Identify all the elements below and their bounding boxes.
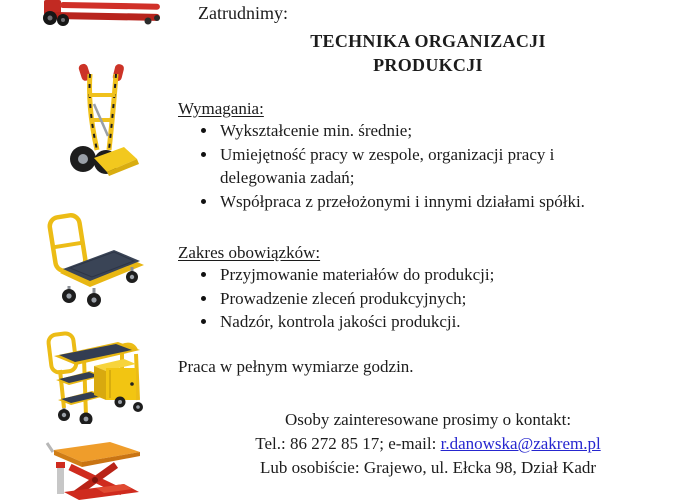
- duty-item: • Prowadzenie zleceń produkcyjnych;: [218, 287, 640, 311]
- hand-truck-image: [66, 62, 140, 180]
- contact-tel-line: [178, 432, 678, 456]
- contact-email-link[interactable]: r.danowska@zakrem.pl: [440, 434, 601, 453]
- requirement-item: • Umiejętność pracy w zespole, organizacji pracy i delegowania zadań;: [218, 143, 640, 190]
- duties-heading: Zakres obowiązków:: [178, 243, 321, 262]
- scissor-lift-image: [36, 440, 146, 500]
- intro-line: Zatrudnimy:: [198, 3, 288, 23]
- platform-cart-image: [40, 208, 150, 308]
- full-time-line: Praca w pełnym wymiarze godzin.: [178, 357, 414, 376]
- contact-address-line: Lub osobiście: Grajewo, ul. Ełcka 98, Dział Kadr: [259, 458, 597, 477]
- requirements-list: [178, 119, 640, 213]
- duties-list: [178, 263, 640, 334]
- requirement-item: • Współpraca z przełożonymi i innymi działami spółki.: [218, 190, 640, 214]
- duty-item: • Przyjmowanie materiałów do produkcji;: [218, 263, 640, 287]
- requirements-heading: Wymagania:: [178, 99, 264, 118]
- contact-intro: Osoby zainteresowane prosimy o kontakt:: [284, 410, 572, 429]
- contact-block: [178, 408, 678, 480]
- contact-tel-text: Tel.: 86 272 85 17; e-mail:: [255, 434, 441, 453]
- duty-item: • Nadzór, kontrola jakości produkcji.: [218, 310, 640, 334]
- job-title-line2: PRODUKCJI: [373, 55, 483, 75]
- job-title: [178, 29, 678, 77]
- document-body: [178, 0, 678, 500]
- job-title-line1: TECHNIKA ORGANIZACJI: [310, 31, 546, 51]
- requirement-item: • Wykształcenie min. średnie;: [218, 119, 640, 143]
- pallet-jack-image: [36, 0, 166, 26]
- shelf-cart-image: [42, 328, 146, 424]
